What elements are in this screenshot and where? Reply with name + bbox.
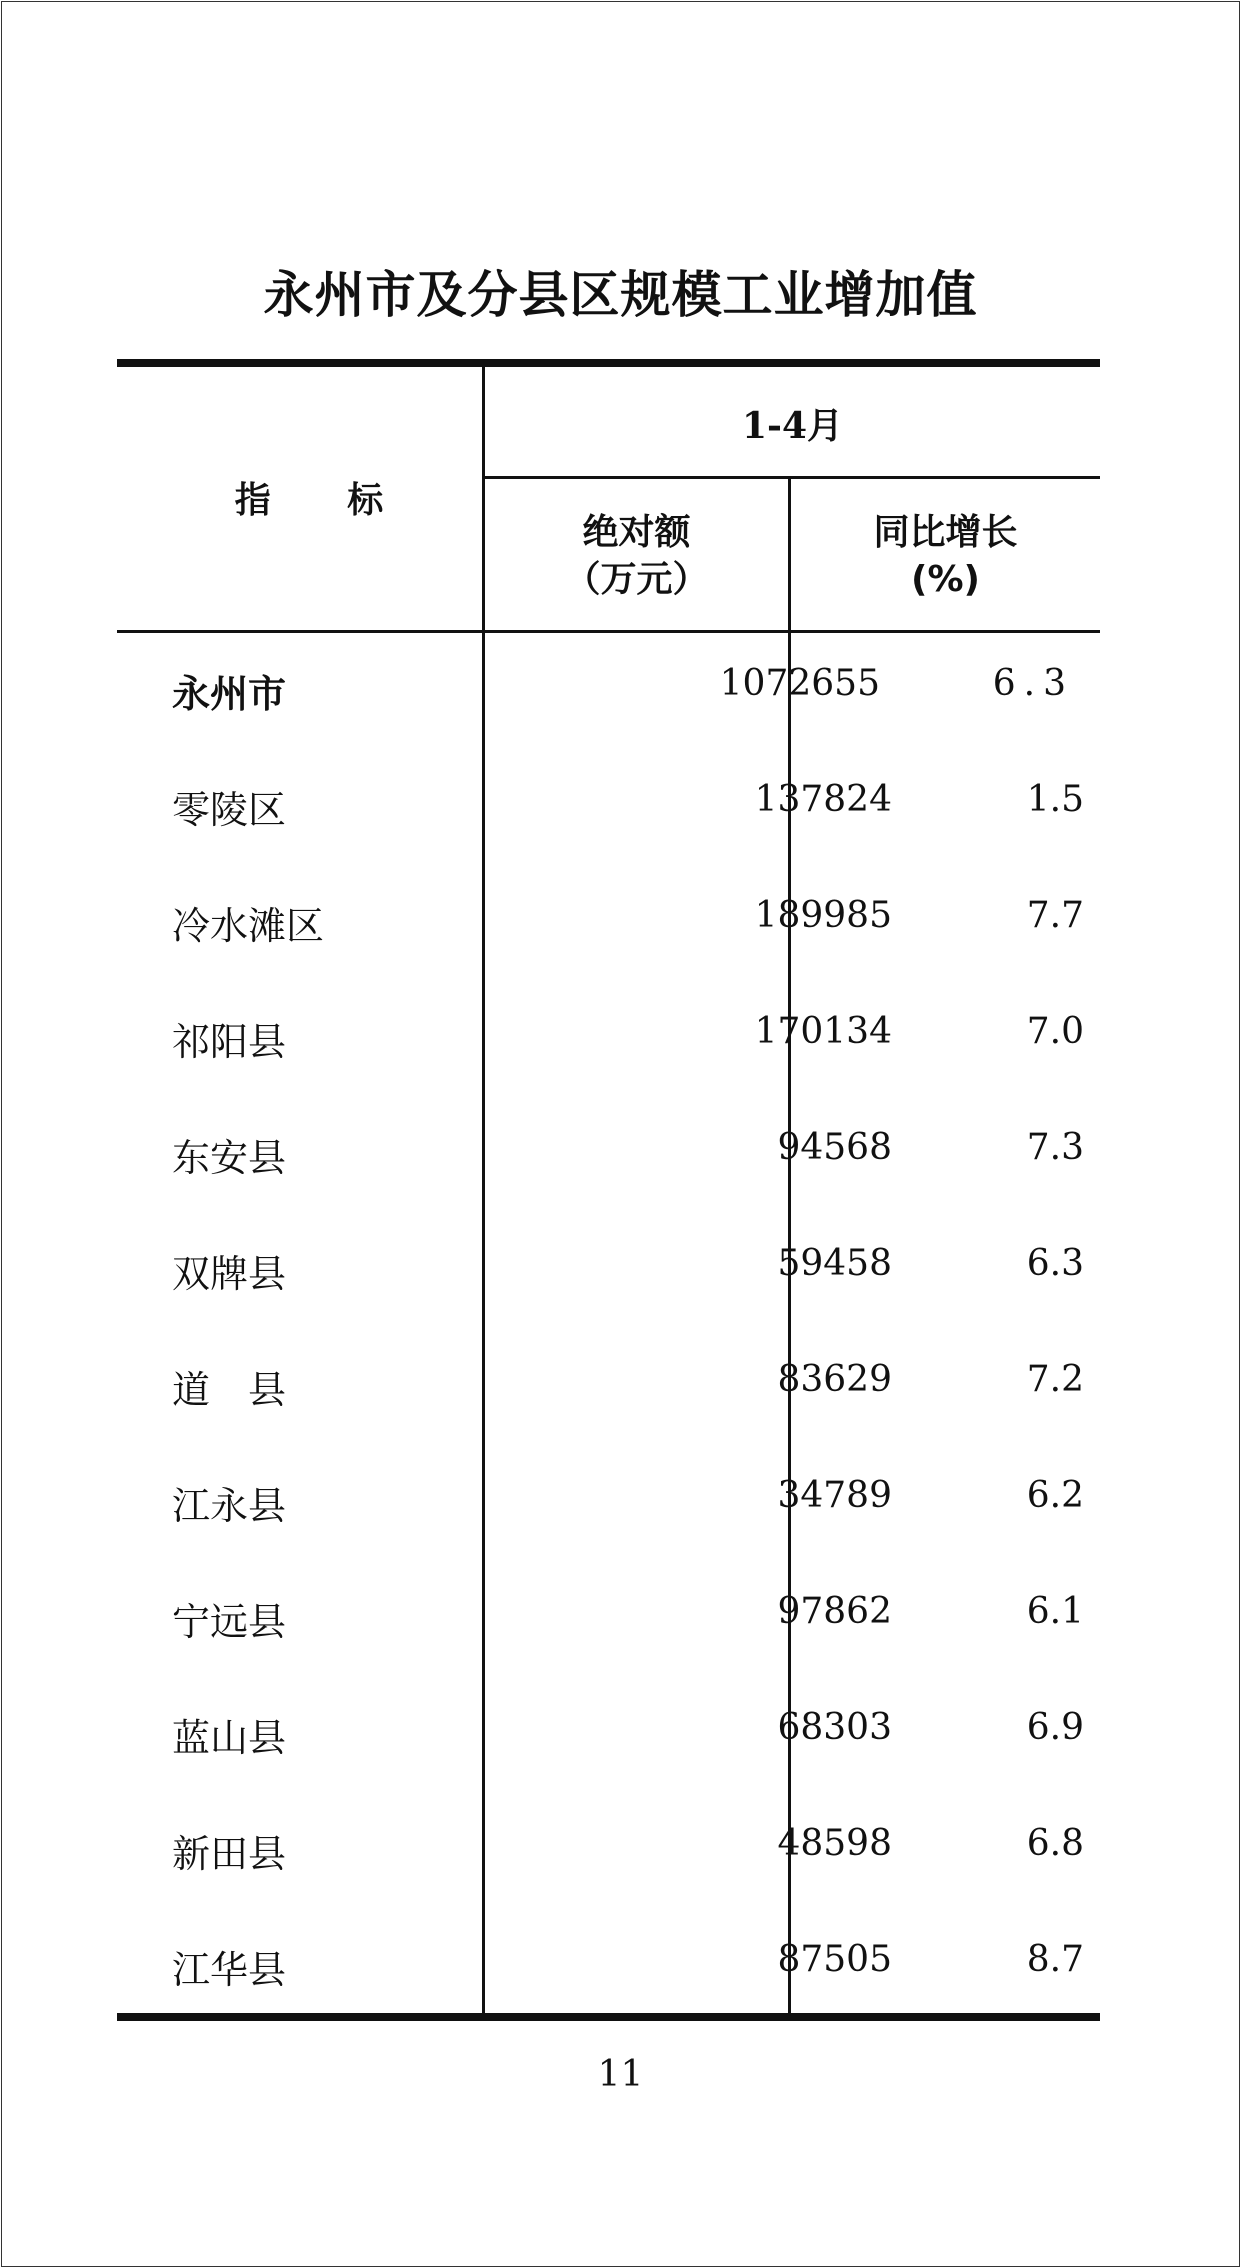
table-row: [117, 1213, 1100, 1329]
table-row: [117, 633, 1100, 749]
table-top-rule: [117, 359, 1100, 367]
row-growth: 6.8: [1026, 1823, 1084, 1864]
table-row: [117, 1097, 1100, 1213]
row-name: 零陵区: [172, 788, 287, 832]
row-name: 东安县: [172, 1136, 287, 1180]
row-growth: 6.2: [1026, 1475, 1084, 1516]
row-growth: 6.3: [992, 663, 1074, 704]
growth-header-line1: 同比增长: [873, 512, 1018, 553]
row-name: 宁远县: [172, 1600, 287, 1644]
row-absolute: 189985: [754, 895, 892, 936]
row-growth: 1.5: [1026, 779, 1084, 820]
row-absolute: 1072655: [719, 663, 880, 704]
row-absolute: 94568: [777, 1127, 892, 1168]
row-name: 永州市: [172, 672, 287, 716]
row-absolute: 170134: [754, 1011, 892, 1052]
table-row: [117, 1677, 1100, 1793]
row-growth: 7.7: [1026, 895, 1084, 936]
row-growth: 7.3: [1026, 1127, 1084, 1168]
row-absolute: 83629: [777, 1359, 892, 1400]
absolute-header-line1: 绝对额: [582, 512, 691, 553]
row-growth: 6.9: [1026, 1707, 1084, 1748]
page-number: 11: [597, 2054, 644, 2095]
row-absolute: 34789: [777, 1475, 892, 1516]
row-name: 江华县: [172, 1948, 287, 1992]
indicator-header: 指 标: [234, 480, 386, 521]
row-absolute: 48598: [777, 1823, 892, 1864]
row-name: 祁阳县: [172, 1020, 287, 1064]
table-row: [117, 981, 1100, 1097]
row-growth: 8.7: [1026, 1939, 1084, 1980]
row-name: 新田县: [172, 1832, 287, 1876]
growth-header-unit: (%): [911, 558, 980, 600]
row-name: 江永县: [172, 1484, 287, 1528]
row-name: 道 县: [172, 1368, 287, 1412]
table-row: [117, 1909, 1100, 2025]
row-absolute: 137824: [754, 779, 892, 820]
row-growth: 6.1: [1026, 1591, 1084, 1632]
table-row: [117, 1561, 1100, 1677]
table-row: [117, 749, 1100, 865]
page-title: 永州市及分县区规模工业增加值: [263, 266, 978, 324]
period-divider-rule: [484, 476, 1100, 479]
table-row: [117, 865, 1100, 981]
row-absolute: 87505: [777, 1939, 892, 1980]
growth-header: [791, 510, 1100, 604]
row-growth: 7.2: [1026, 1359, 1084, 1400]
absolute-value-header: [485, 510, 788, 604]
period-header: 1-4月: [741, 405, 844, 447]
table-row: [117, 1445, 1100, 1561]
row-name: 蓝山县: [172, 1716, 287, 1760]
absolute-header-unit: （万元）: [564, 558, 709, 600]
row-name: 冷水滩区: [172, 904, 325, 948]
row-absolute: 59458: [777, 1243, 892, 1284]
row-name: 双牌县: [172, 1252, 287, 1296]
row-growth: 6.3: [1026, 1243, 1084, 1284]
row-growth: 7.0: [1026, 1011, 1084, 1052]
row-absolute: 97862: [777, 1591, 892, 1632]
row-absolute: 68303: [777, 1707, 892, 1748]
table-row: [117, 1329, 1100, 1445]
table-row: [117, 1793, 1100, 1909]
